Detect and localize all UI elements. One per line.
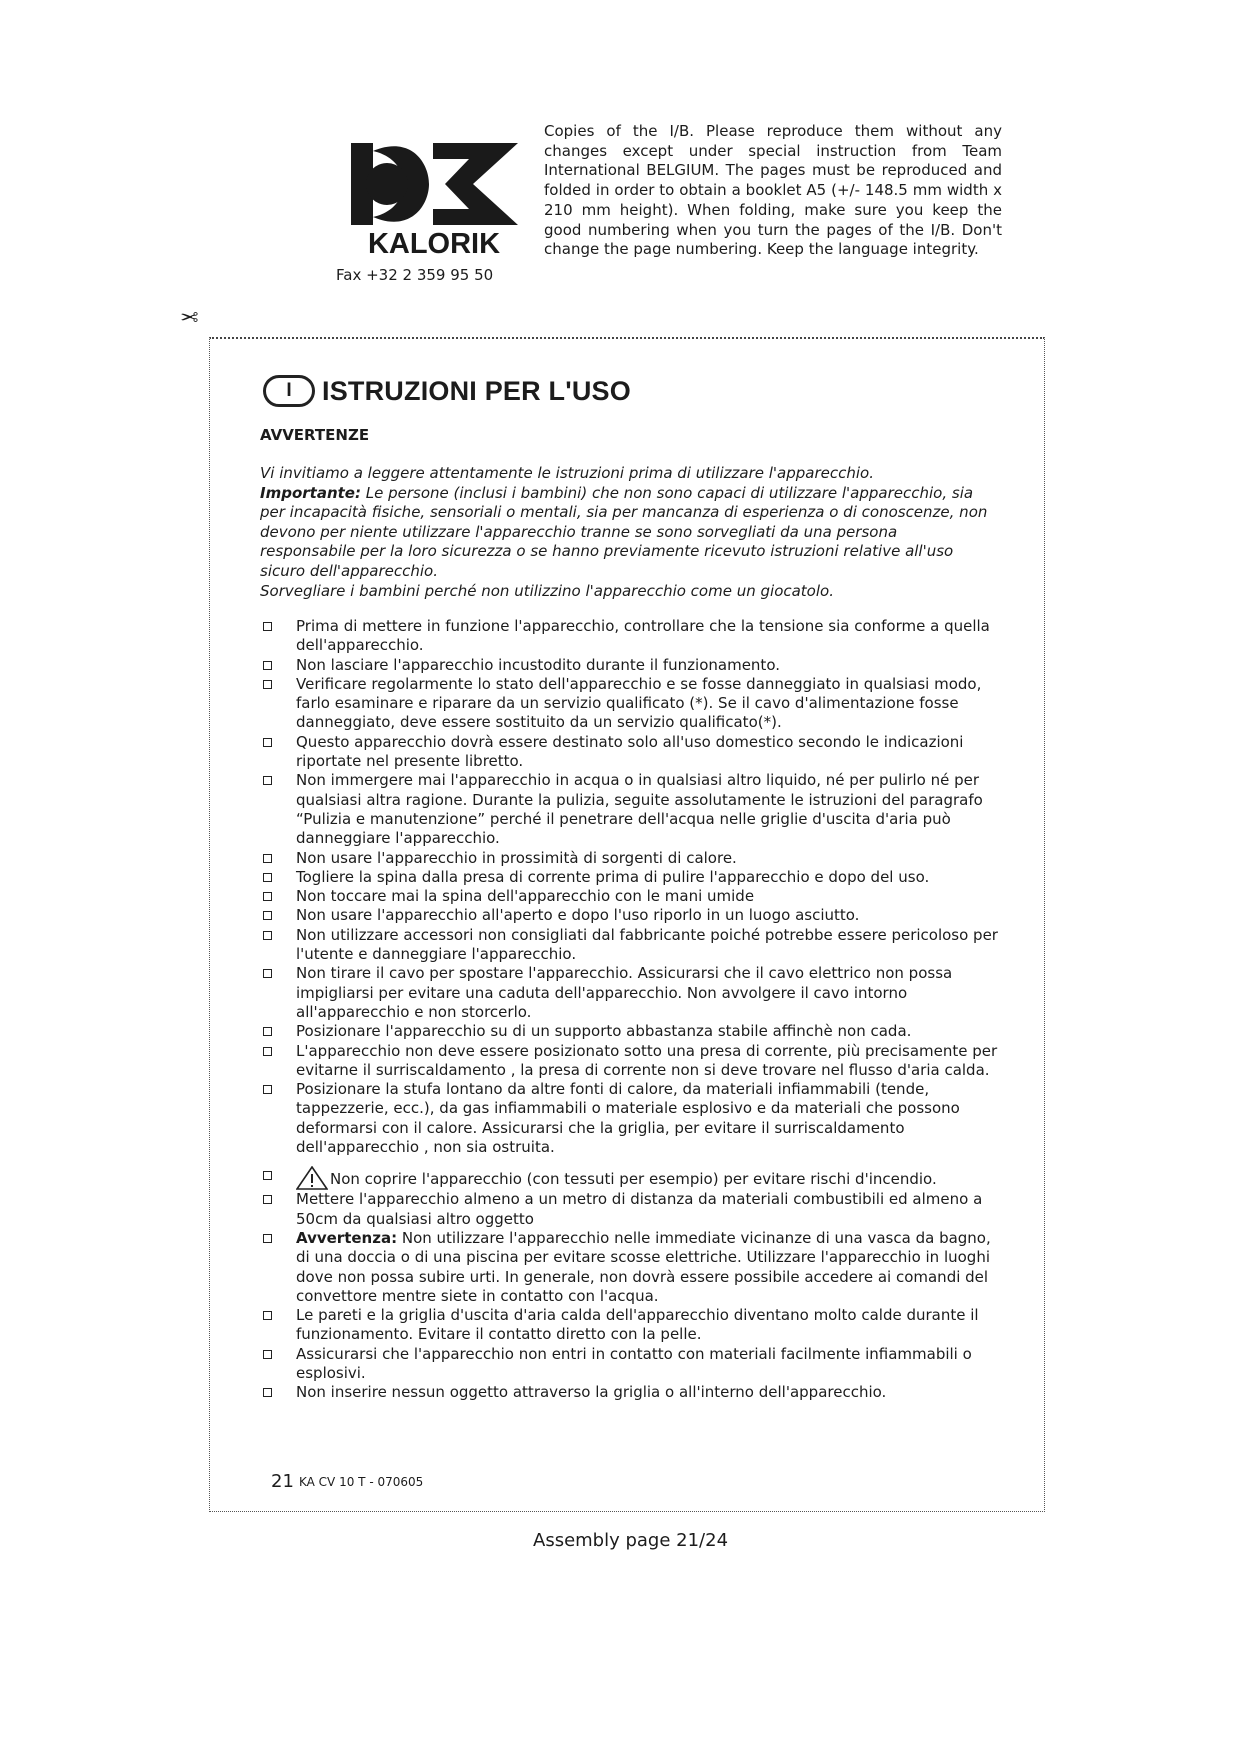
page-title: ISTRUZIONI PER L'USO: [322, 375, 631, 406]
checkbox-bullet-icon: [263, 738, 272, 747]
checkbox-bullet-icon: [263, 911, 272, 920]
page-number: 21: [271, 1471, 294, 1492]
list-item-text: Posizionare l'apparecchio su di un supporto abbastanza stabile affinchè non cada.: [296, 1022, 912, 1041]
fax-number: Fax +32 2 359 95 50: [336, 266, 494, 284]
list-item: [260, 1229, 1000, 1306]
checkbox-bullet-icon: [263, 1311, 272, 1320]
list-item: [260, 675, 1000, 733]
list-item-text: Non usare l'apparecchio all'aperto e dopo l'uso riporlo in un luogo asciutto.: [296, 906, 860, 925]
checkbox-bullet-icon: [263, 892, 272, 901]
warning-label: Avvertenza:: [296, 1228, 398, 1247]
list-item: [260, 1042, 1000, 1081]
list-item-text: L'apparecchio non deve essere posizionato sotto una presa di corrente, più precisamente per evitarne il surriscaldamento , la presa di corrente non si deve trovare nel flusso d'aria calda.: [296, 1041, 998, 1079]
list-item-text: Non usare l'apparecchio in prossimità di sorgenti di calore.: [296, 848, 737, 867]
list-item: [260, 926, 1000, 965]
list-item: [260, 1022, 1000, 1041]
reproduction-note: Copies of the I/B. Please reproduce them without any changes except under special instruction from Team International BELGIUM. The pages must be reproduced and folded in order to obtain a booklet A5 (+/- 148.5 mm width x 210 mm height). When folding, make sure you keep the good numbering when you turn the pages of the I/B. Don't change the page numbering. Keep the language integrity.: [544, 122, 1002, 259]
checkbox-bullet-icon: [263, 1350, 272, 1359]
list-item-text: Prima di mettere in funzione l'apparecchio, controllare che la tensione sia conforme a quella dell'apparecchio.: [296, 617, 990, 655]
intro-text: [260, 464, 990, 601]
list-item-text: Non inserire nessun oggetto attraverso la griglia o all'interno dell'apparecchio.: [296, 1383, 887, 1402]
list-item: [260, 1080, 1000, 1157]
checkbox-bullet-icon: [263, 1027, 272, 1036]
assembly-page-label: Assembly page 21/24: [533, 1530, 729, 1551]
list-item: [260, 849, 1000, 868]
checkbox-bullet-icon: [263, 931, 272, 940]
list-item: [260, 1345, 1000, 1384]
list-item: [260, 868, 1000, 887]
list-item: [260, 656, 1000, 675]
list-item: [260, 906, 1000, 925]
list-item-text: Non toccare mai la spina dell'apparecchio con le mani umide: [296, 887, 755, 906]
list-item: [260, 771, 1000, 848]
list-item-text: Mettere l'apparecchio almeno a un metro di distanza da materiali combustibili ed almeno a 50cm da qualsiasi altro oggetto: [296, 1190, 983, 1228]
list-item: [260, 617, 1000, 656]
checkbox-bullet-icon: [263, 1388, 272, 1397]
language-badge: I: [263, 375, 315, 407]
checkbox-bullet-icon: [263, 1047, 272, 1056]
list-item-text: Questo apparecchio dovrà essere destinato solo all'uso domestico secondo le indicazioni riportate nel presente libretto.: [296, 732, 964, 771]
intro-paragraph-1: Vi invitiamo a leggere attentamente le istruzioni prima di utilizzare l'apparecchio.: [260, 464, 874, 482]
checkbox-bullet-icon: [263, 776, 272, 785]
list-item-text: Non lasciare l'apparecchio incustodito durante il funzionamento.: [296, 655, 780, 674]
logo-wordmark: KALORIK: [367, 228, 501, 257]
checkbox-bullet-icon: [263, 680, 272, 689]
list-item: [260, 964, 1000, 1022]
checkbox-bullet-icon: [263, 854, 272, 863]
list-item-text: Assicurarsi che l'apparecchio non entri in contatto con materiali facilmente infiammabili o esplosivi.: [296, 1344, 972, 1382]
section-heading: AVVERTENZE: [260, 426, 370, 444]
list-item-text: Non coprire l'apparecchio (con tessuti per esempio) per evitare rischi d'incendio.: [330, 1170, 937, 1189]
important-label: Importante:: [260, 483, 361, 502]
list-item-text: Togliere la spina dalla presa di corrente prima di pulire l'apparecchio e dopo del uso.: [296, 867, 930, 886]
kalorik-logo: [351, 143, 518, 257]
list-item-text: Verificare regolarmente lo stato dell'apparecchio e se fosse danneggiato in qualsiasi modo, farlo esaminare e riparare da un servizio qualificato (*). Se il cavo d'alimentazione fosse danneggiato, deve essere sostituito da un servizio qualificato(*).: [296, 674, 982, 732]
checkbox-bullet-icon: [263, 1171, 272, 1180]
list-item-text: Le pareti e la griglia d'uscita d'aria calda dell'apparecchio diventano molto calde durante il funzionamento. Evitare il contatto diretto con la pelle.: [296, 1306, 979, 1344]
document-title-row: [263, 375, 631, 407]
list-item-text: Non tirare il cavo per spostare l'apparecchio. Assicurarsi che il cavo elettrico non possa impigliarsi per evitare una caduta dell'apparecchio. Non avvolgere il cavo intorno all'apparecchio e non storcerlo.: [296, 964, 953, 1021]
intro-paragraph-2: [260, 484, 990, 582]
list-item: [260, 887, 1000, 906]
checkbox-bullet-icon: [263, 622, 272, 631]
checkbox-bullet-icon: [263, 661, 272, 670]
intro-paragraph-3: Sorvegliare i bambini perché non utilizzino l'apparecchio come un giocatolo.: [260, 581, 834, 600]
checkbox-bullet-icon: [263, 969, 272, 978]
list-item-text: Non immergere mai l'apparecchio in acqua o in qualsiasi altro liquido, né per pulirlo né per qualsiasi altra ragione. Durante la pulizia, seguite assolutamente le istruzioni del paragrafo “Pulizia e manutenzione” perché il penetrare dell'acqua nelle griglie d'uscita d'aria può danneggiare l'apparecchio.: [296, 771, 983, 848]
list-item-text: Posizionare la stufa lontano da altre fonti di calore, da materiali infiammabili (tende, tappezzerie, ecc.), da gas infiammabili o materiale esplosivo e da materiali che possono deformarsi con il calore. Assicurarsi che la griglia, per evitare il surriscaldamento dell'apparecchio , non sia ostruita.: [296, 1080, 960, 1157]
warning-triangle-icon: [296, 1166, 328, 1190]
list-item: [260, 1306, 1000, 1345]
list-item-text: Non utilizzare l'apparecchio nelle immediate vicinanze di una vasca da bagno, di una doccia o di una piscina per evitare scosse elettriche. Utilizzare l'apparecchio in luoghi dove non possa subire urti. In generale, non dovrà essere possibile accedere ai comandi del convettore mentre siete in contatto con l'acqua.: [296, 1228, 991, 1305]
list-item: [260, 1166, 1000, 1190]
list-item: [260, 733, 1000, 772]
checkbox-bullet-icon: [263, 1234, 272, 1243]
scissors-icon: ✂: [180, 306, 199, 331]
checkbox-bullet-icon: [263, 1195, 272, 1204]
intro-paragraph-2-text: Le persone (inclusi i bambini) che non sono capaci di utilizzare l'apparecchio, sia per incapacità fisiche, sensoriali o mentali, sia per mancanza di esperienza o di conoscenze, non devono per niente utilizzare l'apparecchio tranne se sono sorvegliati da una persona responsabile per la loro sicurezza o se hanno previamente ricevuto istruzioni relative all'uso sicuro dell'apparecchio.: [260, 483, 988, 580]
list-item: [260, 1383, 1000, 1402]
checkbox-bullet-icon: [263, 1085, 272, 1094]
list-item: [260, 1190, 1000, 1229]
document-code: KA CV 10 T - 070605: [299, 1475, 424, 1489]
checkbox-bullet-icon: [263, 873, 272, 882]
warnings-list: [260, 617, 1000, 1403]
list-item-text: Non utilizzare accessori non consigliati dal fabbricante poiché potrebbe essere pericoloso per l'utente e danneggiare l'apparecchio.: [296, 925, 998, 964]
